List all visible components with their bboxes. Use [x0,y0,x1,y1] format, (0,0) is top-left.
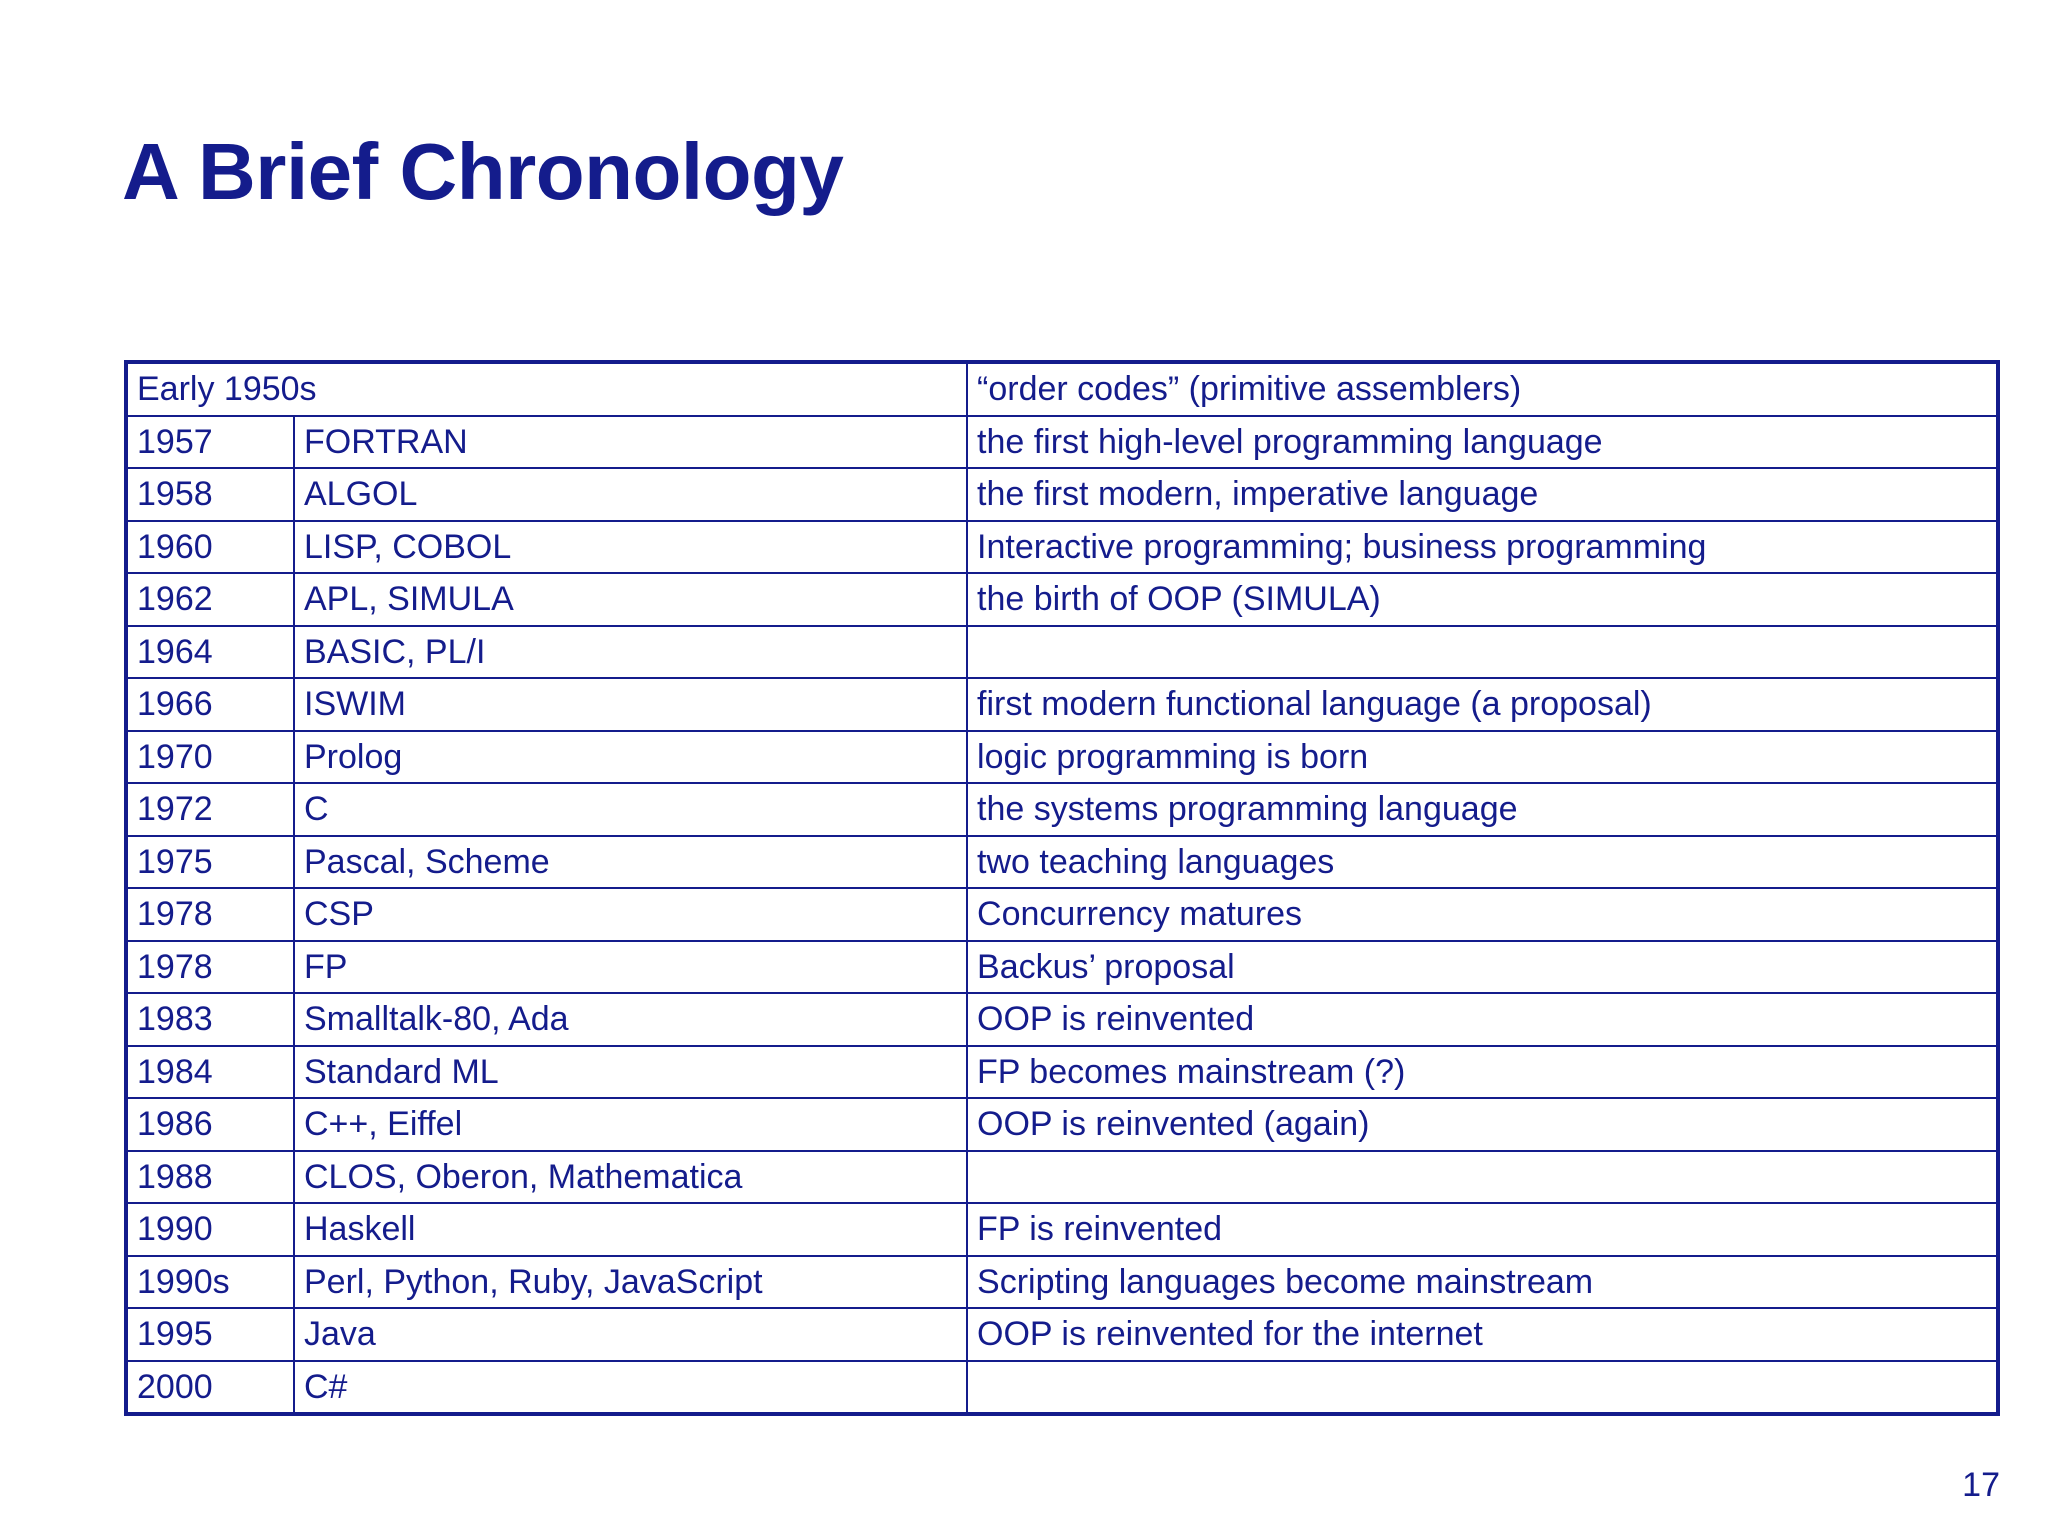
table-row [126,941,1998,994]
languages-cell: Prolog [294,731,967,784]
languages-cell: Standard ML [294,1046,967,1099]
languages-cell: FP [294,941,967,994]
year-cell: 1986 [126,1098,294,1151]
year-cell: 1962 [126,573,294,626]
table-row [126,836,1998,889]
page-number: 17 [1962,1466,2000,1504]
year-cell: 1964 [126,626,294,679]
languages-cell: FORTRAN [294,416,967,469]
languages-cell: CLOS, Oberon, Mathematica [294,1151,967,1204]
languages-cell: ISWIM [294,678,967,731]
description-cell: Concurrency matures [967,888,1998,941]
table-row-early-1950s [126,362,1998,416]
languages-cell: Smalltalk-80, Ada [294,993,967,1046]
description-cell: “order codes” (primitive assemblers) [967,362,1998,416]
table-row [126,521,1998,574]
languages-cell: CSP [294,888,967,941]
description-cell: OOP is reinvented [967,993,1998,1046]
description-cell: Backus’ proposal [967,941,1998,994]
year-cell: 1990s [126,1256,294,1309]
description-cell: Scripting languages become mainstream [967,1256,1998,1309]
table-row [126,731,1998,784]
languages-cell: BASIC, PL/I [294,626,967,679]
year-cell: 1984 [126,1046,294,1099]
table-row [126,888,1998,941]
table-row [126,1256,1998,1309]
languages-cell: Haskell [294,1203,967,1256]
description-cell: Interactive programming; business programming [967,521,1998,574]
table-row [126,416,1998,469]
table-row [126,1151,1998,1204]
description-cell: logic programming is born [967,731,1998,784]
languages-cell: C# [294,1361,967,1415]
year-cell: 1995 [126,1308,294,1361]
table-row [126,993,1998,1046]
table-row [126,1203,1998,1256]
languages-cell: C [294,783,967,836]
languages-cell: C++, Eiffel [294,1098,967,1151]
description-cell: OOP is reinvented for the internet [967,1308,1998,1361]
languages-cell: ALGOL [294,468,967,521]
description-cell [967,1151,1998,1204]
description-cell: the first modern, imperative language [967,468,1998,521]
year-cell: 1970 [126,731,294,784]
year-cell: 1978 [126,941,294,994]
table-row [126,468,1998,521]
table-row [126,1046,1998,1099]
languages-cell: APL, SIMULA [294,573,967,626]
description-cell: FP becomes mainstream (?) [967,1046,1998,1099]
chronology-table [124,360,2000,1416]
description-cell [967,626,1998,679]
year-cell: 1972 [126,783,294,836]
description-cell: the birth of OOP (SIMULA) [967,573,1998,626]
table-row [126,678,1998,731]
languages-cell: LISP, COBOL [294,521,967,574]
languages-cell: Perl, Python, Ruby, JavaScript [294,1256,967,1309]
year-cell: 1960 [126,521,294,574]
year-cell: 1978 [126,888,294,941]
table-row [126,1361,1998,1415]
year-cell: 1966 [126,678,294,731]
year-cell: 1975 [126,836,294,889]
table-row [126,1308,1998,1361]
chronology-table-body [126,362,1998,1414]
year-cell: 1958 [126,468,294,521]
description-cell: two teaching languages [967,836,1998,889]
table-row [126,626,1998,679]
description-cell: the systems programming language [967,783,1998,836]
languages-cell: Java [294,1308,967,1361]
description-cell [967,1361,1998,1415]
languages-cell: Pascal, Scheme [294,836,967,889]
table-row [126,783,1998,836]
year-cell: 1990 [126,1203,294,1256]
description-cell: FP is reinvented [967,1203,1998,1256]
table-row [126,1098,1998,1151]
description-cell: OOP is reinvented (again) [967,1098,1998,1151]
year-cell: 1988 [126,1151,294,1204]
year-cell: 1957 [126,416,294,469]
year-cell: 2000 [126,1361,294,1415]
slide-title: A Brief Chronology [122,127,844,216]
description-cell: first modern functional language (a proposal) [967,678,1998,731]
description-cell: the first high-level programming language [967,416,1998,469]
year-cell: 1983 [126,993,294,1046]
table-row [126,573,1998,626]
period-cell: Early 1950s [126,362,967,416]
